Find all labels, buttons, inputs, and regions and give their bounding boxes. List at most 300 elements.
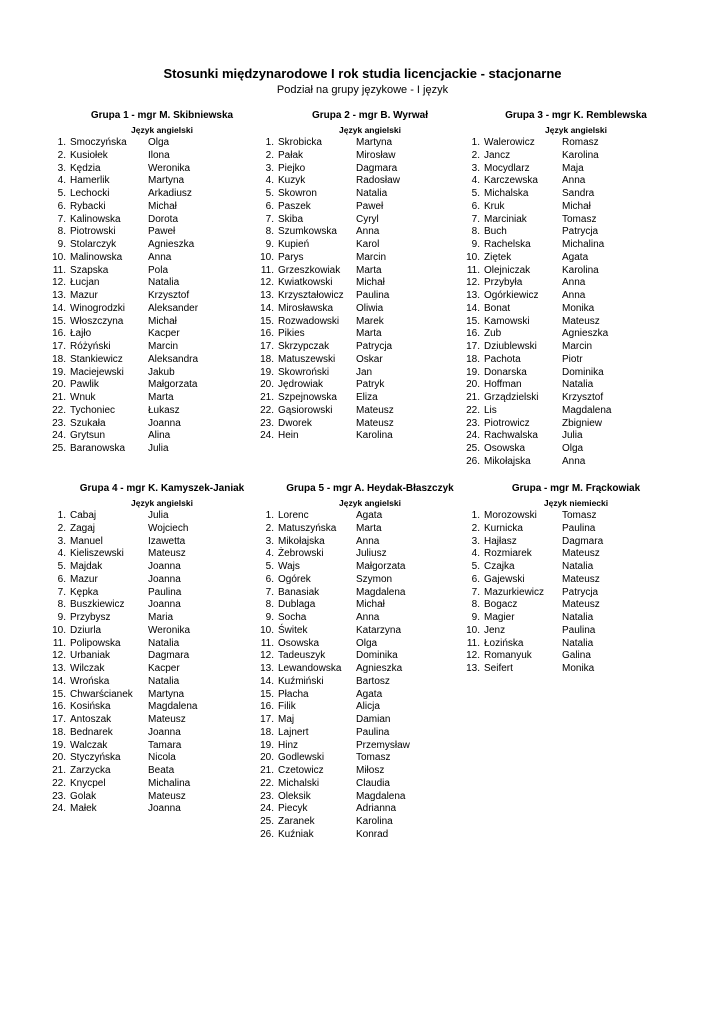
student-first-name: Paweł	[148, 226, 176, 238]
student-first-name: Tomasz	[562, 510, 597, 521]
student-surname: Łajło	[70, 328, 92, 340]
group-language: Język angielski	[339, 498, 401, 508]
student-first-name: Monika	[562, 302, 595, 314]
student-row	[260, 510, 480, 523]
student-surname: Szukała	[70, 417, 106, 429]
student-first-name: Agnieszka	[562, 328, 609, 340]
student-number: 8.	[471, 599, 480, 611]
student-number: 15.	[260, 315, 274, 327]
student-number: 23.	[52, 417, 66, 429]
student-row	[52, 201, 272, 214]
student-row	[260, 430, 480, 443]
group-language: Język angielski	[545, 125, 607, 135]
student-first-name: Alina	[148, 430, 171, 442]
student-surname: Polipowska	[70, 637, 121, 649]
student-row	[466, 548, 686, 561]
student-number: 14.	[260, 302, 274, 314]
student-first-name: Natalia	[562, 612, 594, 623]
student-row	[52, 676, 272, 689]
student-surname: Cabaj	[70, 510, 97, 521]
student-number: 3.	[265, 162, 274, 174]
student-first-name: Magdalena	[148, 701, 198, 713]
student-first-name: Maja	[562, 162, 584, 174]
student-number: 23.	[52, 790, 66, 802]
student-first-name: Joanna	[148, 726, 181, 738]
student-surname: Urbaniak	[70, 650, 111, 662]
student-surname: Skowron	[278, 188, 317, 199]
student-row	[52, 650, 272, 663]
student-number: 22.	[466, 404, 480, 416]
student-number: 8.	[265, 599, 274, 611]
student-number: 4.	[471, 175, 480, 187]
student-first-name: Jan	[356, 366, 373, 378]
student-number: 17.	[52, 341, 66, 352]
student-row	[466, 587, 686, 600]
student-row	[52, 290, 272, 303]
student-surname: Karczewska	[484, 175, 538, 187]
student-row	[260, 150, 480, 163]
student-first-name: Jakub	[148, 366, 175, 378]
student-surname: Kuźniak	[278, 828, 314, 840]
student-surname: Hein	[278, 430, 299, 442]
student-number: 13.	[466, 663, 480, 674]
student-number: 9.	[265, 239, 274, 250]
student-row	[52, 354, 272, 367]
student-row	[260, 791, 480, 804]
student-first-name: Tamara	[148, 739, 182, 751]
student-row	[260, 137, 480, 150]
group-4	[52, 483, 272, 816]
student-surname: Baranowska	[70, 443, 126, 454]
student-surname: Czetowicz	[278, 765, 324, 776]
student-surname: Rybacki	[70, 200, 106, 212]
page-subtitle: Podział na grupy językowe - I język	[276, 84, 449, 96]
student-surname: Kędzia	[70, 162, 101, 174]
student-surname: Żebrowski	[278, 548, 324, 560]
student-first-name: Joanna	[148, 561, 181, 572]
student-surname: Lewandowska	[278, 663, 342, 674]
group-language: Język angielski	[131, 498, 193, 508]
student-number: 24.	[260, 803, 274, 815]
student-row	[52, 379, 272, 392]
student-number: 1.	[57, 510, 66, 521]
student-surname: Lechocki	[70, 188, 110, 199]
student-number: 23.	[260, 790, 274, 802]
student-first-name: Joanna	[148, 599, 181, 611]
student-first-name: Alicja	[356, 701, 380, 713]
student-first-name: Anna	[562, 290, 586, 301]
student-surname: Osowska	[278, 637, 320, 649]
student-number: 4.	[265, 175, 274, 187]
student-row	[466, 265, 686, 278]
student-surname: Zub	[484, 328, 502, 340]
student-surname: Mikołajska	[484, 455, 531, 467]
student-first-name: Anna	[356, 226, 380, 238]
student-row	[260, 650, 480, 663]
student-surname: Stolarczyk	[70, 239, 117, 250]
student-row	[52, 252, 272, 265]
student-surname: Kuzyk	[278, 175, 306, 187]
student-row	[260, 265, 480, 278]
student-surname: Szapska	[70, 264, 109, 276]
student-surname: Socha	[278, 612, 307, 623]
student-first-name: Marta	[356, 522, 382, 534]
student-first-name: Patrycja	[562, 226, 599, 238]
student-row	[52, 188, 272, 201]
student-first-name: Beata	[148, 765, 175, 776]
student-number: 12.	[466, 650, 480, 662]
student-number: 9.	[471, 612, 480, 623]
student-row	[52, 367, 272, 380]
student-first-name: Mateusz	[148, 548, 186, 560]
student-number: 20.	[260, 379, 274, 391]
student-row	[52, 561, 272, 574]
student-row	[52, 443, 272, 456]
student-list	[466, 510, 686, 676]
student-number: 5.	[57, 561, 66, 572]
student-number: 15.	[52, 688, 66, 700]
group-german	[466, 483, 686, 676]
student-surname: Rachwalska	[484, 430, 538, 442]
student-first-name: Karolina	[356, 816, 393, 827]
student-first-name: Marek	[356, 315, 384, 327]
student-number: 19.	[52, 366, 66, 378]
student-surname: Mocydlarz	[484, 162, 530, 174]
student-surname: Buch	[484, 226, 507, 238]
student-row	[260, 625, 480, 638]
student-surname: Czajka	[484, 561, 515, 572]
student-row	[260, 752, 480, 765]
student-row	[260, 379, 480, 392]
student-surname: Wnuk	[70, 392, 96, 403]
student-first-name: Konrad	[356, 828, 389, 840]
student-first-name: Monika	[562, 663, 595, 674]
student-row	[260, 587, 480, 600]
student-number: 2.	[265, 522, 274, 534]
student-number: 11.	[52, 264, 66, 276]
student-row	[260, 727, 480, 740]
student-number: 6.	[265, 200, 274, 212]
student-row	[52, 803, 272, 816]
student-row	[260, 740, 480, 753]
student-row	[260, 201, 480, 214]
student-first-name: Mirosław	[356, 149, 396, 161]
student-surname: Walczak	[70, 739, 108, 751]
student-row	[466, 214, 686, 227]
student-first-name: Michał	[356, 599, 385, 611]
student-surname: Kieliszewski	[70, 548, 124, 560]
student-number: 6.	[471, 200, 480, 212]
student-surname: Płacha	[278, 688, 309, 700]
student-surname: Lajnert	[278, 726, 309, 738]
student-surname: Przybyła	[484, 277, 523, 289]
student-row	[52, 163, 272, 176]
student-row	[260, 663, 480, 676]
student-number: 1.	[471, 137, 480, 148]
student-first-name: Agnieszka	[356, 663, 403, 674]
student-number: 10.	[260, 624, 274, 636]
student-row	[260, 392, 480, 405]
student-number: 7.	[57, 213, 66, 225]
student-row	[52, 740, 272, 753]
student-first-name: Arkadiusz	[148, 188, 192, 199]
student-surname: Kamowski	[484, 315, 530, 327]
student-first-name: Olga	[356, 637, 378, 649]
student-number: 21.	[260, 392, 274, 403]
student-surname: Zaranek	[278, 816, 315, 827]
student-row	[260, 341, 480, 354]
student-number: 12.	[466, 277, 480, 289]
student-surname: Przybysz	[70, 612, 111, 623]
student-surname: Banasiak	[278, 586, 320, 598]
student-row	[52, 239, 272, 252]
group-2	[260, 110, 480, 443]
student-surname: Winogrodzki	[70, 302, 126, 314]
student-first-name: Łukasz	[148, 404, 180, 416]
student-row	[466, 599, 686, 612]
student-first-name: Bartosz	[356, 675, 390, 687]
student-row	[466, 163, 686, 176]
student-number: 10.	[466, 624, 480, 636]
student-first-name: Magdalena	[356, 586, 406, 598]
student-number: 25.	[52, 443, 66, 454]
student-first-name: Piotr	[562, 353, 583, 365]
student-first-name: Dominika	[562, 366, 604, 378]
student-row	[52, 765, 272, 778]
student-first-name: Paulina	[148, 586, 182, 598]
student-surname: Stankiewicz	[70, 353, 123, 365]
student-row	[260, 290, 480, 303]
student-row	[466, 650, 686, 663]
student-row	[52, 689, 272, 702]
student-surname: Ziętek	[484, 251, 512, 263]
group-title: Grupa 3 - mgr K. Remblewska	[505, 110, 647, 121]
student-first-name: Michalina	[562, 239, 605, 250]
student-number: 19.	[466, 366, 480, 378]
student-first-name: Marta	[356, 328, 382, 340]
group-language: Język niemiecki	[543, 498, 609, 508]
group-3	[466, 110, 686, 469]
student-number: 3.	[57, 535, 66, 547]
student-surname: Skrzypczak	[278, 341, 330, 352]
student-surname: Malinowska	[70, 251, 123, 263]
student-row	[466, 510, 686, 523]
student-number: 10.	[52, 251, 66, 263]
student-surname: Magier	[484, 612, 515, 623]
student-surname: Kurnicka	[484, 522, 523, 534]
student-row	[52, 316, 272, 329]
student-row	[466, 625, 686, 638]
student-row	[466, 523, 686, 536]
student-first-name: Galina	[562, 650, 591, 662]
student-first-name: Marcin	[562, 341, 593, 352]
student-number: 15.	[466, 315, 480, 327]
student-row	[52, 392, 272, 405]
student-row	[52, 638, 272, 651]
student-row	[260, 548, 480, 561]
student-surname: Kuźmiński	[278, 675, 324, 687]
student-number: 7.	[57, 586, 66, 598]
student-first-name: Małgorzata	[148, 379, 198, 391]
student-surname: Szumkowska	[278, 226, 337, 238]
student-first-name: Martyna	[356, 137, 393, 148]
student-row	[260, 316, 480, 329]
student-row	[52, 523, 272, 536]
student-number: 9.	[265, 612, 274, 623]
student-surname: Mazur	[70, 573, 98, 585]
student-row	[52, 752, 272, 765]
student-number: 2.	[471, 522, 480, 534]
student-row	[260, 612, 480, 625]
student-first-name: Paulina	[562, 624, 596, 636]
student-number: 4.	[471, 548, 480, 560]
student-number: 22.	[260, 404, 274, 416]
student-row	[466, 316, 686, 329]
student-surname: Bogacz	[484, 599, 518, 611]
student-row	[260, 778, 480, 791]
student-first-name: Wojciech	[148, 522, 189, 534]
student-first-name: Mateusz	[562, 573, 600, 585]
student-number: 1.	[471, 510, 480, 521]
student-number: 21.	[260, 765, 274, 776]
student-surname: Kalinowska	[70, 213, 121, 225]
student-surname: Knycpel	[70, 777, 106, 789]
student-row	[52, 548, 272, 561]
student-number: 12.	[260, 277, 274, 289]
student-row	[260, 714, 480, 727]
student-row	[52, 587, 272, 600]
student-surname: Paszek	[278, 200, 311, 212]
student-surname: Majdak	[70, 561, 103, 572]
student-first-name: Juliusz	[356, 548, 387, 560]
student-first-name: Maria	[148, 612, 174, 623]
student-surname: Michalski	[278, 777, 320, 789]
student-row	[260, 523, 480, 536]
student-number: 20.	[52, 752, 66, 764]
student-number: 1.	[265, 137, 274, 148]
student-list	[466, 137, 686, 469]
student-surname: Bednarek	[70, 726, 113, 738]
student-first-name: Mateusz	[356, 417, 394, 429]
student-first-name: Michał	[562, 200, 591, 212]
student-first-name: Eliza	[356, 392, 378, 403]
student-first-name: Katarzyna	[356, 624, 402, 636]
student-row	[52, 778, 272, 791]
student-first-name: Pola	[148, 264, 169, 276]
student-row	[260, 239, 480, 252]
student-row	[260, 689, 480, 702]
student-number: 5.	[57, 188, 66, 199]
student-first-name: Szymon	[356, 573, 393, 585]
student-row	[52, 226, 272, 239]
student-surname: Bonat	[484, 302, 511, 314]
student-first-name: Marta	[356, 264, 382, 276]
student-first-name: Radosław	[356, 175, 400, 187]
student-number: 9.	[57, 612, 66, 623]
student-number: 17.	[260, 341, 274, 352]
student-first-name: Paulina	[356, 290, 390, 301]
student-first-name: Dominika	[356, 650, 398, 662]
student-first-name: Michał	[356, 277, 385, 289]
student-number: 12.	[52, 650, 66, 662]
student-first-name: Adrianna	[356, 803, 397, 815]
student-number: 19.	[260, 366, 274, 378]
student-number: 16.	[52, 701, 66, 713]
student-number: 24.	[466, 430, 480, 442]
student-surname: Zagaj	[70, 522, 96, 534]
student-surname: Jancz	[484, 149, 511, 161]
student-number: 16.	[52, 328, 66, 340]
student-surname: Piotrowicz	[484, 417, 530, 429]
student-first-name: Agata	[562, 251, 589, 263]
student-row	[52, 663, 272, 676]
student-first-name: Joanna	[148, 417, 181, 429]
student-surname: Świtek	[278, 624, 308, 636]
student-surname: Pachota	[484, 353, 521, 365]
student-first-name: Olga	[148, 137, 170, 148]
student-first-name: Oliwia	[356, 302, 384, 314]
student-surname: Mirosławska	[278, 302, 334, 314]
student-number: 10.	[466, 251, 480, 263]
student-surname: Hajłasz	[484, 535, 517, 547]
student-surname: Pałak	[278, 149, 304, 161]
student-first-name: Cyryl	[356, 213, 379, 225]
student-first-name: Natalia	[562, 561, 594, 572]
student-first-name: Agnieszka	[148, 239, 195, 250]
student-surname: Skowroński	[278, 366, 330, 378]
student-surname: Manuel	[70, 535, 103, 547]
student-number: 11.	[52, 637, 66, 649]
student-surname: Matuszyńska	[278, 522, 337, 534]
student-row	[466, 150, 686, 163]
student-number: 17.	[466, 341, 480, 352]
student-surname: Romanyuk	[484, 650, 532, 662]
student-number: 19.	[260, 739, 274, 751]
student-number: 5.	[265, 561, 274, 572]
student-row	[466, 303, 686, 316]
student-surname: Mazurkiewicz	[484, 586, 545, 598]
student-surname: Małek	[70, 803, 97, 815]
student-number: 26.	[260, 828, 274, 840]
student-first-name: Natalia	[148, 637, 180, 649]
student-first-name: Mateusz	[148, 790, 186, 802]
student-first-name: Mateusz	[356, 404, 394, 416]
student-first-name: Zbigniew	[562, 417, 603, 429]
group-title: Grupa 1 - mgr M. Skibniewska	[90, 110, 234, 121]
student-number: 11.	[466, 264, 480, 276]
student-row	[52, 277, 272, 290]
student-surname: Buszkiewicz	[70, 599, 125, 611]
group-1	[52, 110, 272, 456]
student-surname: Mikołajska	[278, 535, 325, 547]
student-first-name: Małgorzata	[356, 561, 406, 572]
student-row	[52, 536, 272, 549]
student-first-name: Tomasz	[562, 213, 597, 225]
student-number: 18.	[260, 353, 274, 365]
student-surname: Donarska	[484, 366, 527, 378]
student-number: 8.	[265, 226, 274, 238]
student-row	[260, 765, 480, 778]
student-row	[260, 418, 480, 431]
student-surname: Smoczyńska	[70, 137, 127, 148]
student-surname: Michalska	[484, 188, 529, 199]
student-number: 4.	[57, 548, 66, 560]
student-surname: Ogórkiewicz	[484, 290, 539, 301]
student-first-name: Magdalena	[562, 404, 612, 416]
student-row	[52, 418, 272, 431]
student-number: 5.	[471, 561, 480, 572]
student-first-name: Kacper	[148, 663, 180, 674]
